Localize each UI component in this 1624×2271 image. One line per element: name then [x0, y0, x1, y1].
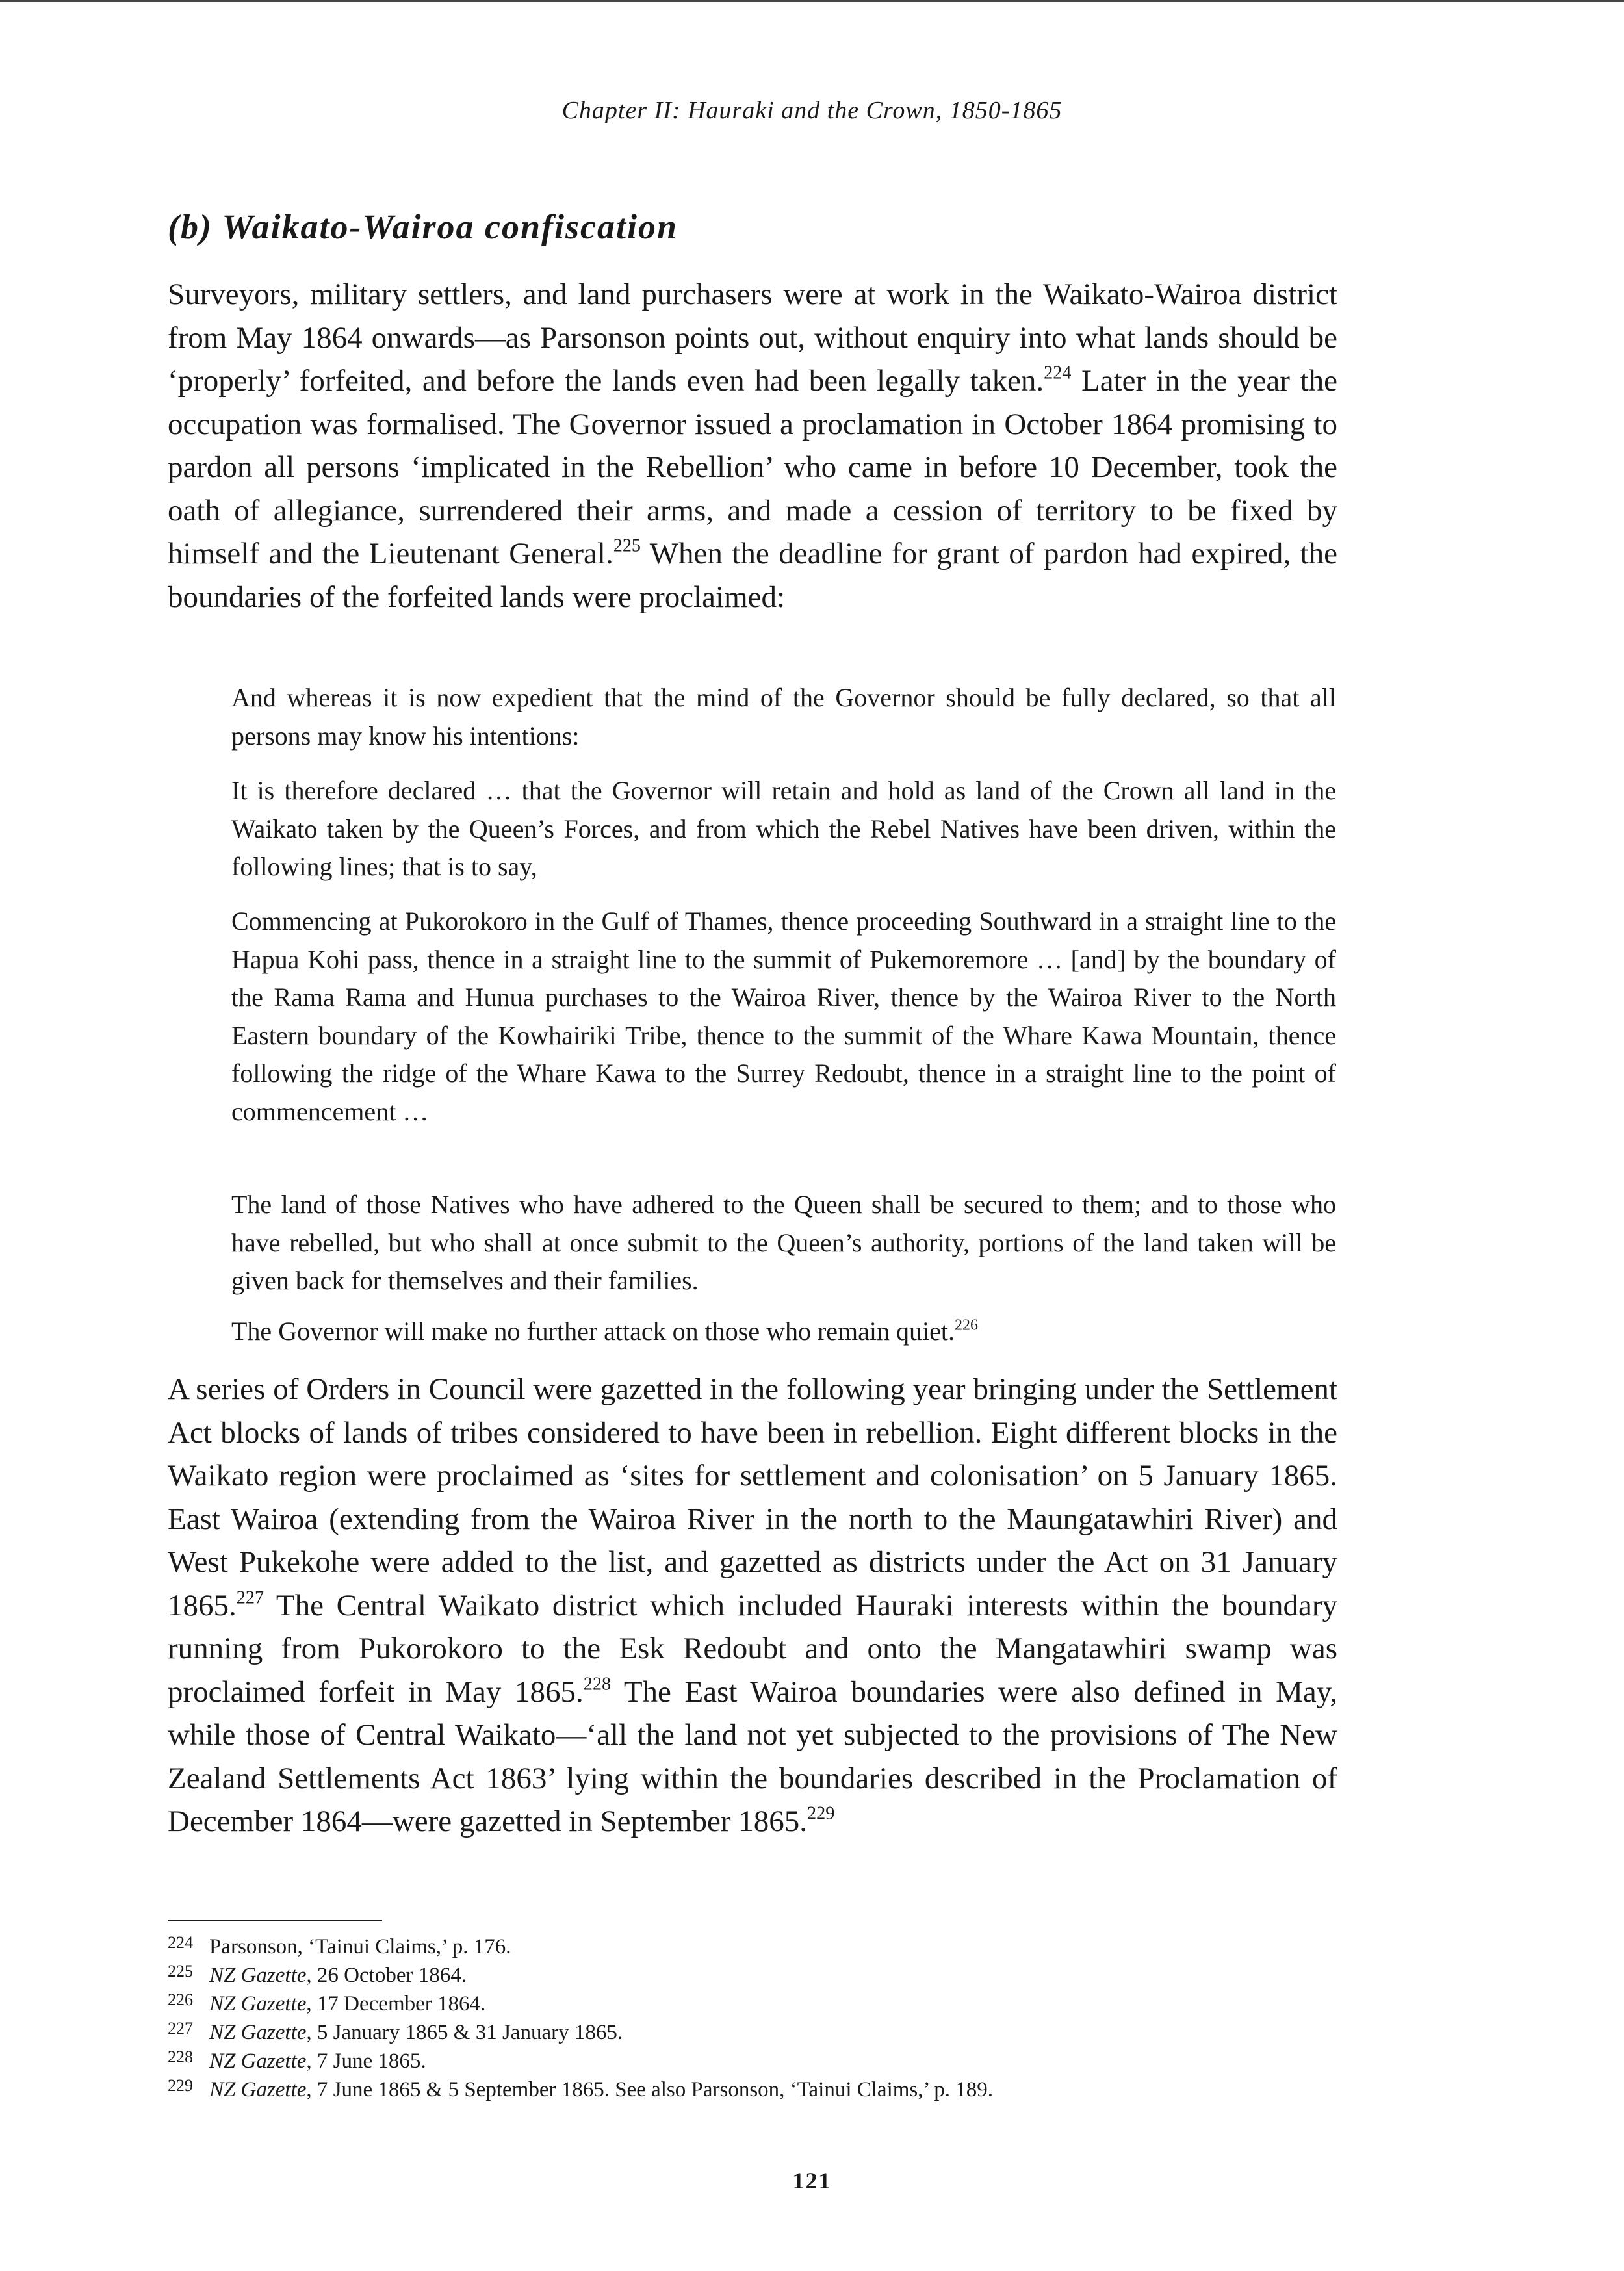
running-head: Chapter II: Hauraki and the Crown, 1850-1865 [561, 97, 1063, 124]
footnote-text: , 7 June 1865. [306, 2049, 426, 2073]
footnote-text: , 5 January 1865 & 31 January 1865. [306, 2021, 623, 2044]
paragraph-text: A series of Orders in Council were gazetted in the following year bringing under the Settlement Act blocks of lands of tribes considered to have been in rebellion. Eight different blocks in the Waikato region were proclaimed as ‘sites for settlement and colonisation’ on 5 January 1865. East Wairoa (extending from the Wairoa River in the north to the Maungatawhiri River) and West Pukekohe were added to the list, and gazetted as districts under the Act on 31 January 1865. [168, 1372, 1337, 1623]
footnote-separator [168, 1920, 382, 1921]
footnote-publication: NZ Gazette [209, 2049, 307, 2073]
paragraph-text: The East Wairoa boundaries were also defined in May, while those of Central Waikato—‘all the land not yet subjected to the provisions of The New Zealand Settlements Act 1863’ lying within the boundaries described in the Proclamation of December 1864—were gazetted in September 1865. [168, 1674, 1337, 1838]
footnote-text: , 26 October 1864. [306, 1964, 467, 1987]
footnote-publication: NZ Gazette [209, 1964, 307, 1987]
footnote-body [209, 1990, 485, 2018]
footnote-ref: 226 [955, 1316, 978, 1334]
footnote-text: , 7 June 1865 & 5 September 1865. See also Parsonson, ‘Tainui Claims,’ p. 189. [306, 2078, 994, 2101]
block-quote-paragraph: Commencing at Pukorokoro in the Gulf of Thames, thence proceeding Southward in a straight line to the Hapua Kohi pass, thence in a straight line to the summit of Pukemoremore … [and] by the boundary of the Rama Rama and Hunua purchases to the Wairoa River, thence by the Wairoa River to the North Eastern boundary of the Kowhairiki Tribe, thence to the summit of the Whare Kawa Mountain, thence following the ridge of the Whare Kawa to the Surrey Redoubt, thence in a straight line to the point of commencement … [231, 906, 1336, 1126]
footnote [168, 2076, 1337, 2105]
paragraph-text: Later in the year the occupation was formalised. The Governor issued a proclamation in October 1864 promising to pardon all persons ‘implicated in the Rebellion’ who came in before 10 December, took the oath of allegiance, surrendered their arms, and made a cession of territory to be fixed by himself and the Lieutenant General. [168, 364, 1337, 571]
footnote-number: 224 [168, 1933, 193, 1952]
footnote [168, 1962, 1337, 1990]
body-paragraph-1 [168, 273, 1337, 619]
block-quote-paragraph: The land of those Natives who have adhered to the Queen shall be secured to them; and to those who have rebelled, but who shall at once submit to the Queen’s authority, portions of the land taken will be given back for themselves and their families. [231, 1190, 1336, 1295]
footnote-publication: NZ Gazette [209, 1992, 307, 2016]
block-quote-paragraph [231, 1313, 1336, 1351]
page-number: 121 [792, 2168, 832, 2194]
top-border-rule [0, 0, 1624, 2]
footnote-number: 229 [168, 2076, 193, 2095]
footnote [168, 1990, 1337, 2019]
footnote-ref: 224 [1044, 363, 1072, 383]
footnote-publication: NZ Gazette [209, 2078, 307, 2101]
paragraph-text: When the deadline for grant of pardon had expired, the boundaries of the forfeited lands were proclaimed: [168, 537, 1337, 614]
body-paragraph-2 [168, 1368, 1337, 1843]
paragraph-text: Surveyors, military settlers, and land purchasers were at work in the Waikato-Wairoa district from May 1864 onwards—as Parsonson points out, without enquiry into what lands should be ‘properly’ forfeited, and before the lands even had been legally taken. [168, 277, 1337, 398]
footnote-body [209, 2047, 426, 2075]
footnote-body [209, 2019, 623, 2046]
footnote-ref: 225 [613, 535, 641, 556]
block-quote-paragraph: And whereas it is now expedient that the mind of the Governor should be fully declared, so that all persons may know his intentions: [231, 683, 1336, 751]
footnote-text: , 17 December 1864. [306, 1992, 486, 2016]
footnote [168, 2047, 1337, 2076]
footnote-ref: 227 [236, 1587, 264, 1608]
section-heading: (b) Waikato-Wairoa confiscation [168, 207, 678, 246]
footnote-ref: 229 [807, 1803, 835, 1824]
block-quote-paragraph: It is therefore declared … that the Governor will retain and hold as land of the Crown all land in the Waikato taken by the Queen’s Forces, and from which the Rebel Natives have been driven, within the following lines; that is to say, [231, 776, 1336, 881]
footnote-ref: 228 [583, 1674, 612, 1695]
quote-text: The Governor will make no further attack on those who remain quiet. [231, 1316, 955, 1346]
footnote [168, 1933, 1337, 1962]
footnote-number: 225 [168, 1962, 193, 1981]
footnotes [168, 1933, 1337, 2105]
footnote-body [209, 1933, 511, 1960]
footnote-number: 228 [168, 2047, 193, 2066]
footnote-text: Parsonson, ‘Tainui Claims,’ p. 176. [209, 1935, 511, 1958]
footnote [168, 2019, 1337, 2047]
paragraph-text: The Central Waikato district which included Hauraki interests within the boundary running from Pukorokoro to the Esk Redoubt and onto the Mangatawhiri swamp was proclaimed forfeit in May 1865. [168, 1588, 1337, 1709]
footnote-publication: NZ Gazette [209, 2021, 307, 2044]
footnote-number: 227 [168, 2019, 193, 2038]
footnote-body [209, 1962, 467, 1989]
footnote-number: 226 [168, 1990, 193, 2009]
footnote-body [209, 2076, 993, 2103]
